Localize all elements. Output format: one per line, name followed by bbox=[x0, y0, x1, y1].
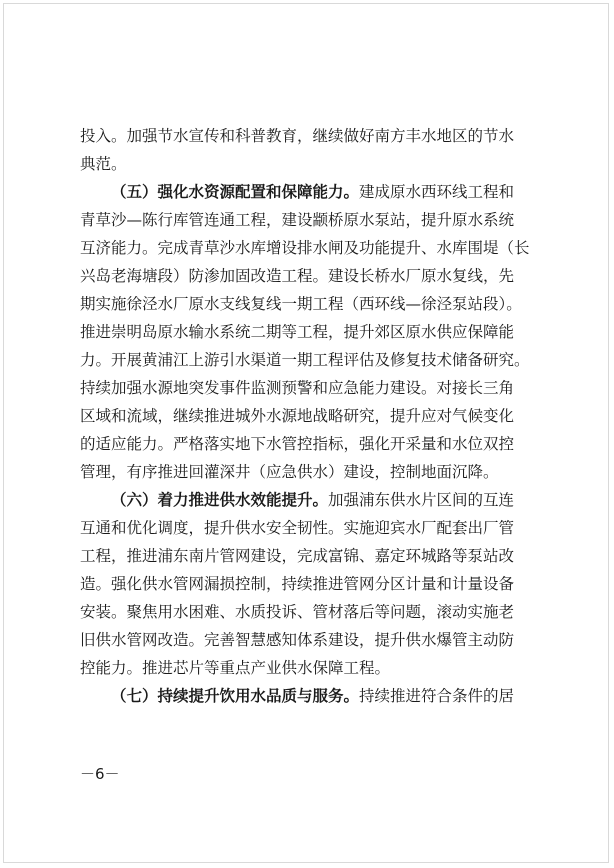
text-line: 区域和流域，继续推进城外水源地战略研究，提升应对气候变化 bbox=[80, 407, 515, 425]
text-line: 旧供水管网改造。完善智慧感知体系建设，提升供水爆管主动防 bbox=[80, 631, 515, 649]
text-line: 工程，推进浦东南片管网建设，完成富锦、嘉定环城路等泵站改 bbox=[80, 547, 515, 565]
section-heading-5: （五）强化水资源配置和保障能力。 bbox=[111, 183, 360, 201]
text-line: 造。强化供水管网漏损控制，持续推进管网分区计量和计量设备 bbox=[80, 575, 515, 593]
text-line: 兴岛老海塘段）防渗加固改造工程。建设长桥水厂原水复线，先 bbox=[80, 267, 515, 285]
text-line: 期实施徐泾水厂原水支线复线一期工程（西环线—徐泾泵站段）。 bbox=[80, 295, 522, 313]
page-number: －6－ bbox=[80, 765, 120, 783]
text-line: 持续加强水源地突发事件监测预警和应急能力建设。对接长三角 bbox=[80, 379, 515, 397]
section-heading-6: （六）着力推进供水效能提升。 bbox=[111, 491, 329, 509]
text-line: 互济能力。完成青草沙水库增设排水闸及功能提升、水库围堤（长 bbox=[80, 239, 530, 257]
text-line: 安装。聚焦用水困难、水质投诉、管材落后等问题，滚动实施老 bbox=[80, 603, 515, 621]
section-heading-7: （七）持续提升饮用水品质与服务。 bbox=[111, 687, 360, 705]
text-line: 的适应能力。严格落实地下水管控指标，强化开采量和水位双控 bbox=[80, 435, 515, 453]
text-line: 互通和优化调度，提升供水安全韧性。实施迎宾水厂配套出厂管 bbox=[80, 519, 515, 537]
text-line: 力。开展黄浦江上游引水渠道一期工程评估及修复技术储备研究。 bbox=[80, 351, 530, 369]
text-line: 典范。 bbox=[80, 155, 127, 173]
section-heading-line: （六）着力推进供水效能提升。加强浦东供水片区间的互连 bbox=[111, 491, 515, 509]
text-line: 投入。加强节水宣传和科普教育，继续做好南方丰水地区的节水 bbox=[80, 127, 515, 145]
text-line: 控能力。推进芯片等重点产业供水保障工程。 bbox=[80, 659, 391, 677]
document-body bbox=[80, 122, 538, 710]
text-line: 管理，有序推进回灌深井（应急供水）建设，控制地面沉降。 bbox=[80, 463, 499, 481]
text-line: 推进崇明岛原水输水系统二期等工程，提升郊区原水供应保障能 bbox=[80, 323, 515, 341]
section-heading-line: （五）强化水资源配置和保障能力。建成原水西环线工程和 bbox=[111, 183, 515, 201]
text-line: 青草沙—陈行库管连通工程，建设颛桥原水泵站，提升原水系统 bbox=[80, 211, 515, 229]
section-heading-line: （七）持续提升饮用水品质与服务。持续推进符合条件的居 bbox=[111, 687, 515, 705]
